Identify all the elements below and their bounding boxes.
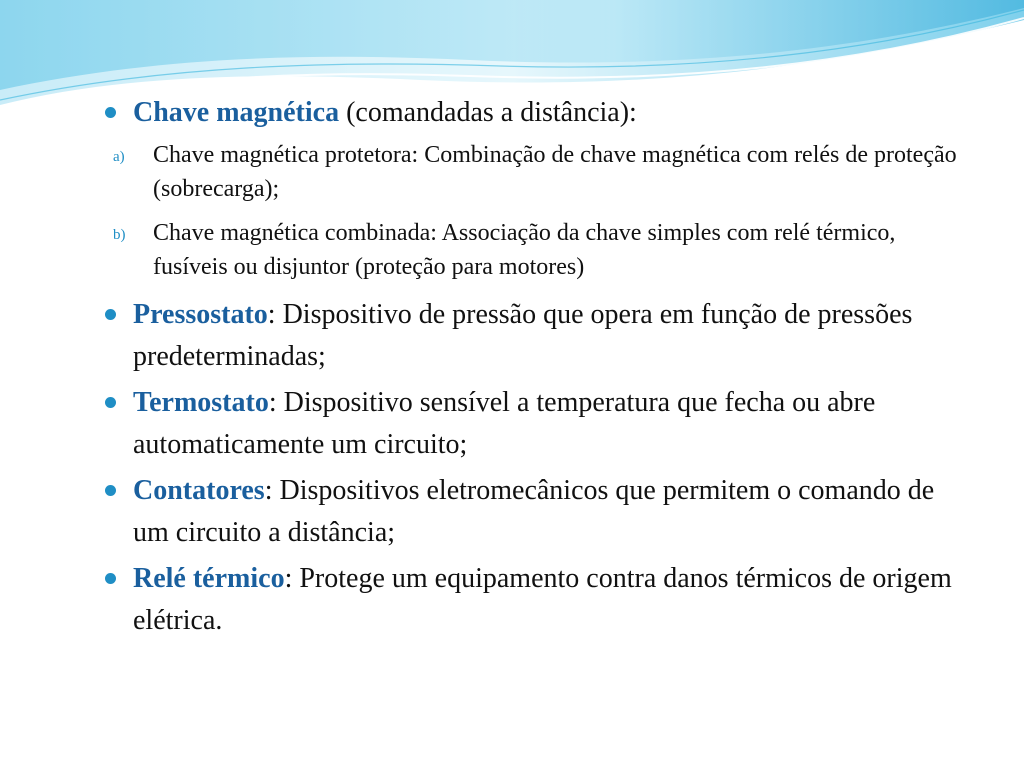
sub-item-marker: b) xyxy=(113,227,126,243)
sub-item-marker: a) xyxy=(113,149,125,165)
bullet-item-rele-termico xyxy=(105,558,975,642)
bullet-dot-icon xyxy=(105,309,116,320)
bullet-text: : Dispositivo sensível a temperatura que fecha ou abre automaticamente um circuito; xyxy=(133,387,876,460)
sub-item-a xyxy=(105,138,975,206)
bullet-text: : Protege um equipamento contra danos térmicos de origem elétrica. xyxy=(133,563,952,636)
term-label: Contatores xyxy=(133,475,265,506)
bullet-dot-icon xyxy=(105,397,116,408)
bullet-item-termostato xyxy=(105,382,975,466)
sub-item-text: Chave magnética combinada: Associação da chave simples com relé térmico, fusíveis ou disjuntor (proteção para motores) xyxy=(153,220,896,280)
bullet-dot-icon xyxy=(105,573,116,584)
bullet-text: : Dispositivo de pressão que opera em função de pressões predeterminadas; xyxy=(133,299,913,372)
bullet-text: : Dispositivos eletromecânicos que permitem o comando de um circuito a distância; xyxy=(133,475,935,548)
bullet-text: (comandadas a distância): xyxy=(339,97,637,128)
term-label: Termostato xyxy=(133,387,269,418)
bullet-list xyxy=(105,92,975,646)
term-label: Pressostato xyxy=(133,299,268,330)
bullet-item-pressostato xyxy=(105,294,975,378)
term-label: Relé térmico xyxy=(133,563,285,594)
bullet-dot-icon xyxy=(105,485,116,496)
sub-list xyxy=(105,138,975,284)
sub-item-text: Chave magnética protetora: Combinação de chave magnética com relés de proteção (sobrecarga); xyxy=(153,142,957,202)
sub-item-b xyxy=(105,216,975,284)
bullet-item-contatores xyxy=(105,470,975,554)
bullet-item-chave-magnetica xyxy=(105,92,975,134)
bullet-dot-icon xyxy=(105,107,116,118)
term-label: Chave magnética xyxy=(133,97,340,128)
